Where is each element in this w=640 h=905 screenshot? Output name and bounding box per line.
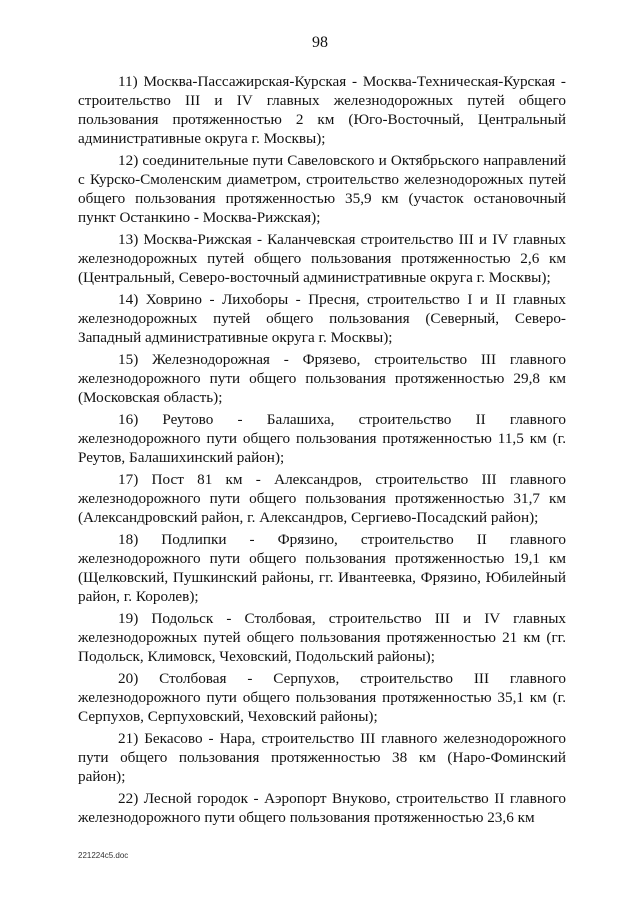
list-item-13: 13) Москва-Рижская - Каланчевская строительство III и IV главных железнодорожных путей общего пользования протяженностью 2,6 км (Центральный, Северо-восточный административные округа г. Москвы);: [78, 231, 566, 286]
list-item-19: 19) Подольск - Столбовая, строительство III и IV главных железнодорожных путей общего пользования протяженностью 21 км (гг. Подольск, Климовск, Чеховский, Подольский районы);: [78, 610, 566, 665]
document-body: [78, 72, 566, 830]
list-item-22: 22) Лесной городок - Аэропорт Внуково, строительство II главного железнодорожного пути общего пользования протяженностью 23,6 км: [78, 790, 566, 826]
list-item-14: 14) Ховрино - Лихоборы - Пресня, строительство I и II главных железнодорожных путей общего пользования (Северный, Северо-Западный административные округа г. Москвы);: [78, 291, 566, 346]
list-item-15: 15) Железнодорожная - Фрязево, строительство III главного железнодорожного пути общего пользования протяженностью 29,8 км (Московская область);: [78, 351, 566, 406]
page-number: 98: [312, 34, 328, 51]
list-item-12: 12) соединительные пути Савеловского и Октябрьского направлений с Курско-Смоленским диаметром, строительство железнодорожных путей общего пользования протяженностью 35,9 км (участок остановочный пункт Останкино - Москва-Рижская);: [78, 152, 566, 226]
list-item-21: 21) Бекасово - Нара, строительство III главного железнодорожного пути общего пользования протяженностью 38 км (Наро-Фоминский район);: [78, 730, 566, 785]
list-item-17: 17) Пост 81 км - Александров, строительство III главного железнодорожного пути общего пользования протяженностью 31,7 км (Александровский район, г. Александров, Сергиево-Посадский район);: [78, 471, 566, 526]
list-item-11: 11) Москва-Пассажирская-Курская - Москва-Техническая-Курская - строительство III и IV главных железнодорожных путей общего пользования протяженностью 2 км (Юго-Восточный, Центральный административные округа г. Москвы);: [78, 73, 566, 147]
footer-filename: 221224c5.doc: [78, 851, 129, 860]
list-item-20: 20) Столбовая - Серпухов, строительство III главного железнодорожного пути общего пользования протяженностью 35,1 км (г. Серпухов, Серпуховский, Чеховский районы);: [78, 670, 566, 725]
list-item-18: 18) Подлипки - Фрязино, строительство II главного железнодорожного пути общего пользования протяженностью 19,1 км (Щелковский, Пушкинский районы, гг. Ивантеевка, Фрязино, Юбилейный район, г. Королев);: [78, 531, 566, 605]
list-item-16: 16) Реутово - Балашиха, строительство II главного железнодорожного пути общего пользования протяженностью 11,5 км (г. Реутов, Балашихинский район);: [78, 411, 566, 466]
